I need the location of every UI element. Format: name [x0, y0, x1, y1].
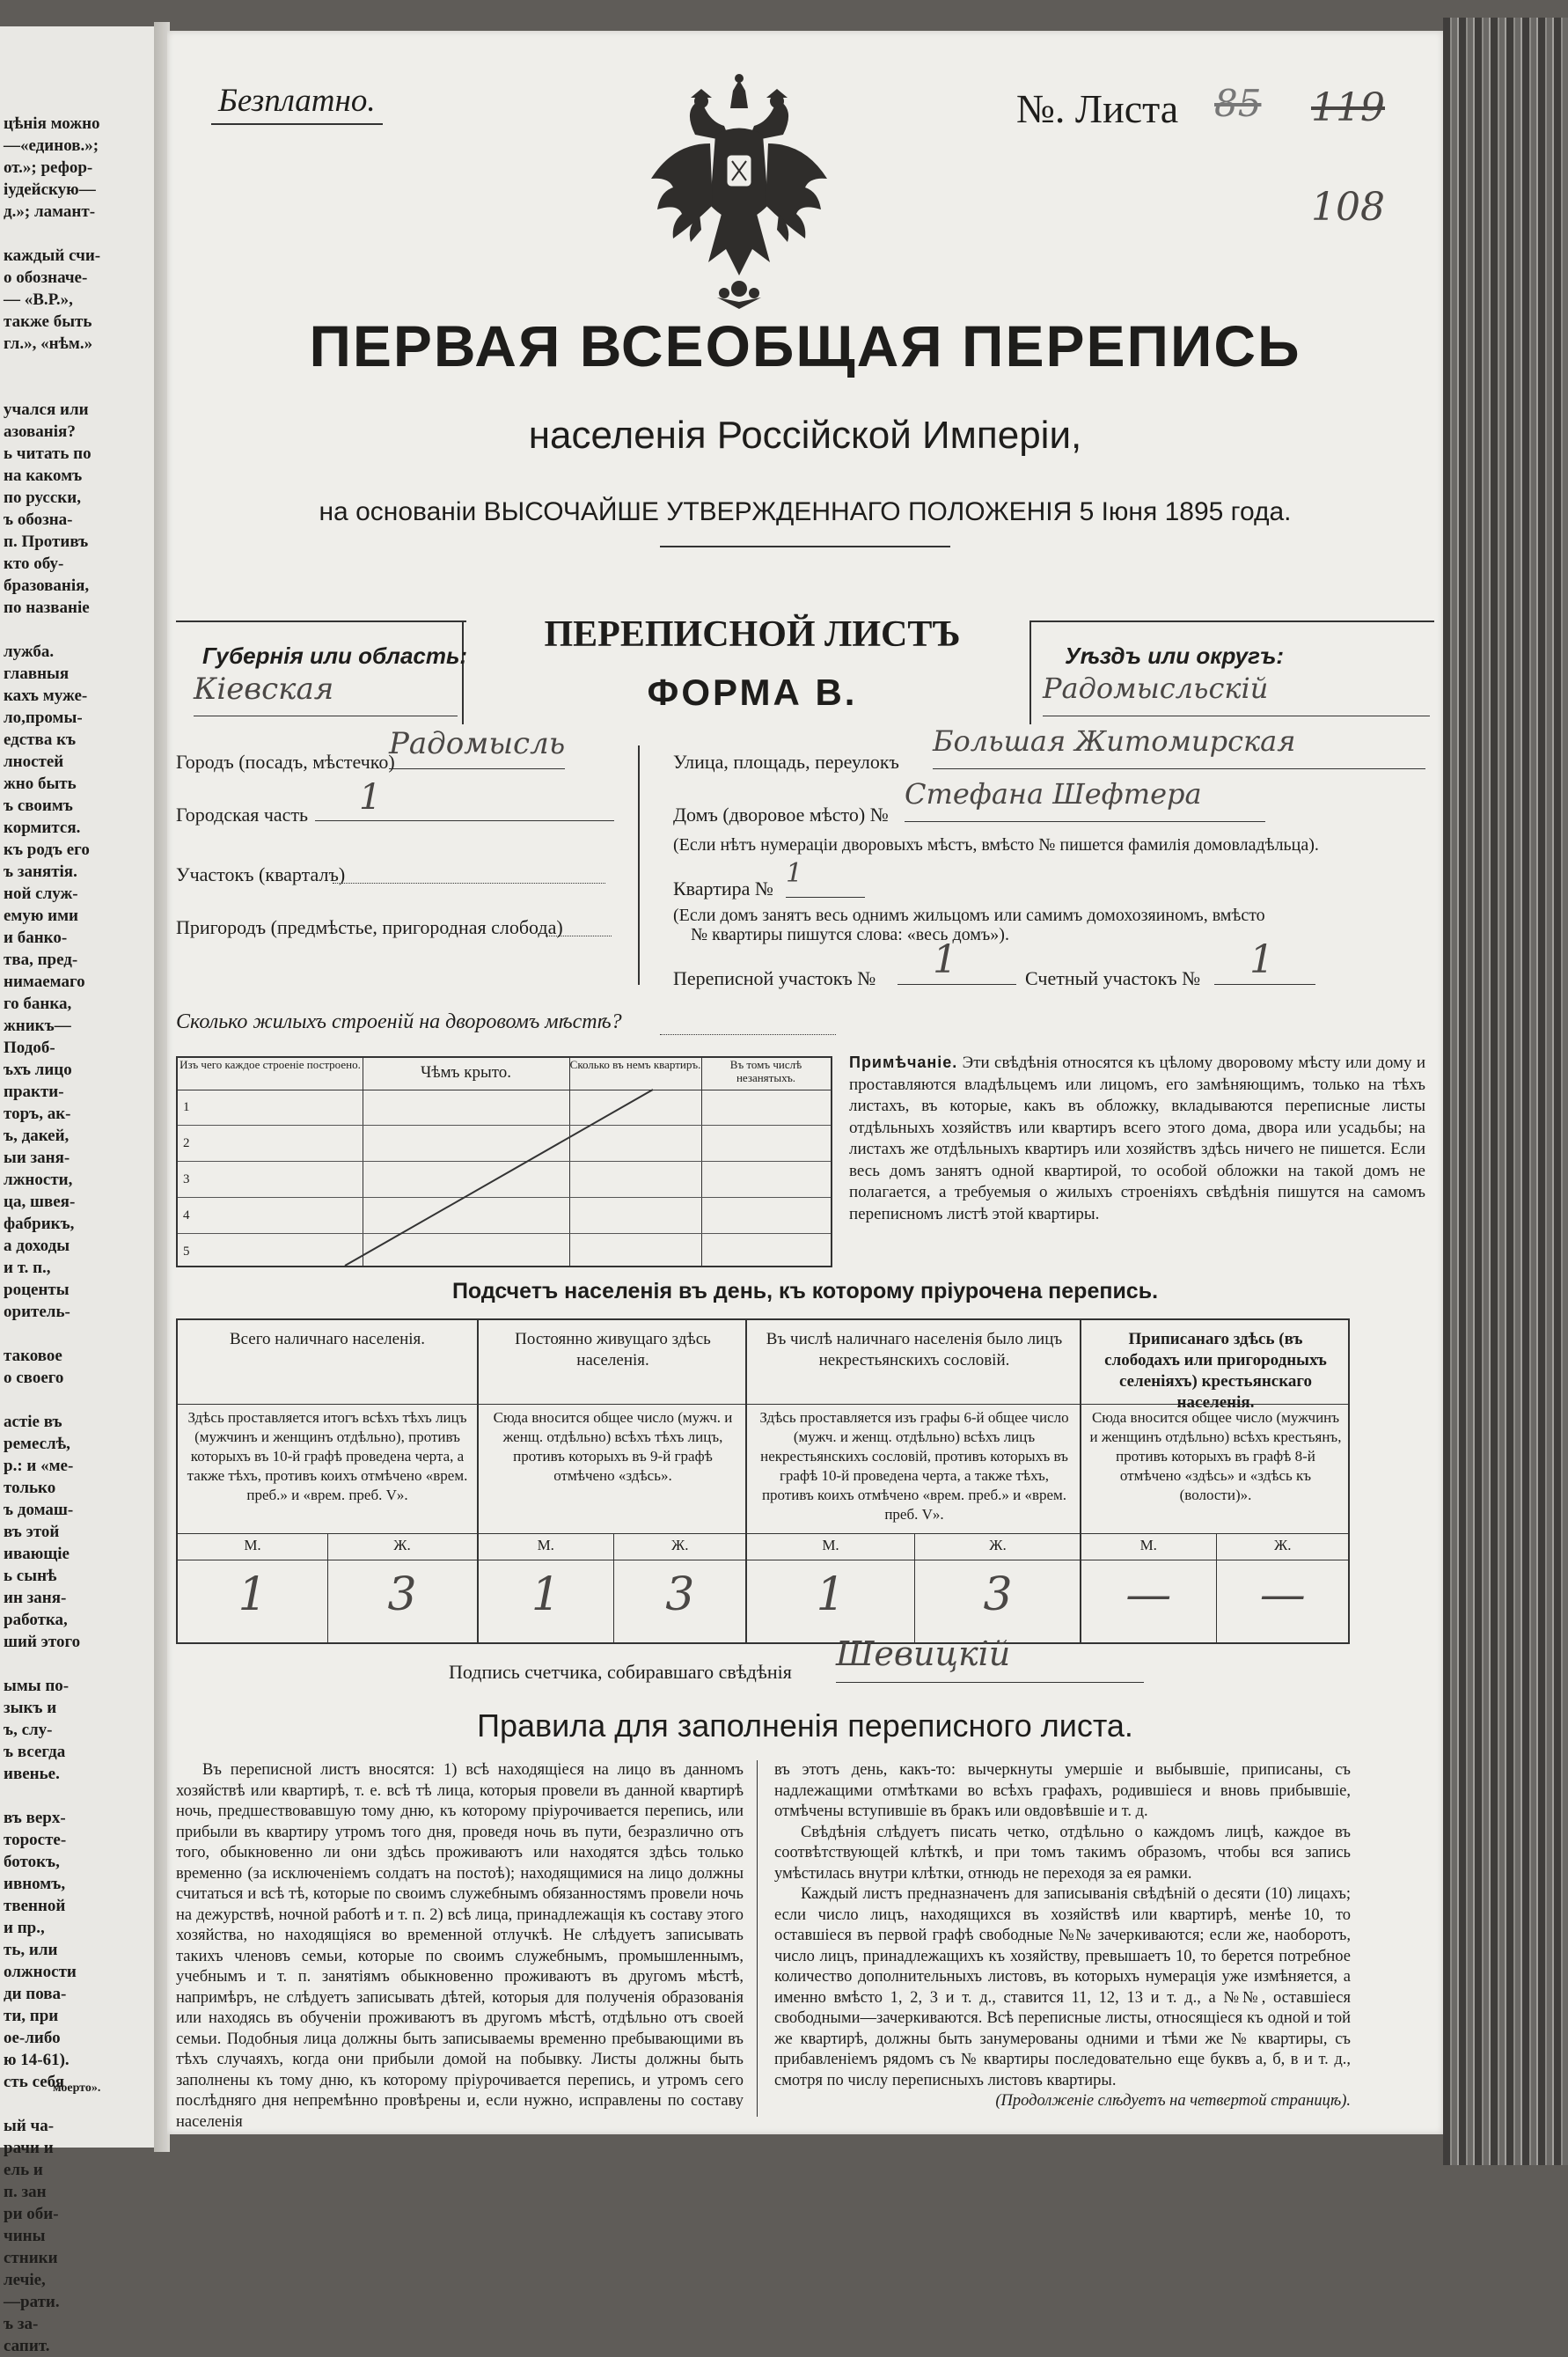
previous-page-line: д.»; ламант-: [4, 202, 96, 221]
count-m-label: М.: [537, 1537, 554, 1553]
suburb-label: Пригородъ (предмѣстье, пригородная слобода): [176, 916, 563, 938]
previous-page-line: сапит.: [4, 2337, 50, 2355]
previous-page-line: кто обу-: [4, 554, 64, 573]
house-value: Стефана Шефтера: [905, 777, 1265, 822]
note-block: [849, 1052, 1425, 1225]
previous-page-line: ремеслѣ,: [4, 1435, 70, 1453]
previous-page-line: ю 14-61).: [4, 2051, 70, 2069]
uezd-label: Уѣздъ или округъ:: [1065, 642, 1285, 669]
census-sheet: [167, 31, 1443, 2134]
previous-page-line: тва, пред-: [4, 951, 78, 969]
previous-page-fragment: [0, 26, 157, 2355]
previous-page-line: зыкъ и: [4, 1699, 57, 1717]
signature-label: Подпись счетчика, собиравшаго свѣдѣнія: [449, 1661, 792, 1683]
buildings-header-material: Изъ чего каждое строеніе построено.: [180, 1058, 361, 1071]
previous-page-line: ыи заня-: [4, 1149, 70, 1167]
city-label: Городъ (посадъ, мѣстечко): [176, 751, 395, 773]
buildings-strike-line: [178, 1058, 831, 1266]
rules-right-p1: въ этотъ день, какъ-то: вычеркнуты умершіе и выбывшіе, приписаны, съ надлежащими отмѣтками во всѣхъ графахъ, родившіеся и вновь прибывшіе, отмѣчены вступившіе въ бракъ или овдовѣвшіе и т. д.: [774, 1761, 1351, 1820]
previous-page-line: и т. п.,: [4, 1259, 51, 1277]
previous-page-line: оритель-: [4, 1303, 70, 1321]
previous-page-line: гл.», «нѣм.»: [4, 334, 93, 353]
count-column-head: Въ числѣ наличнаго населенія было лицъ некрестьянскихъ сословій.: [766, 1330, 1063, 1369]
form-type: ФОРМА В.: [647, 672, 858, 713]
gubernia-value: Кіевская: [194, 672, 458, 716]
count-table: [176, 1318, 1350, 1644]
previous-page-line: роценты: [4, 1281, 70, 1299]
previous-page-line: [4, 619, 100, 641]
previous-page-line: [4, 223, 100, 245]
previous-page-text: [4, 113, 100, 2357]
previous-page-line: ъ своимъ: [4, 797, 73, 815]
census-basis: на основаніи ВЫСОЧАЙШЕ УТВЕРЖДЕННАГО ПОЛОЖЕНІЯ 5 Іюня 1895 года.: [319, 497, 1292, 526]
page-edges: [1443, 18, 1568, 2165]
count-m-label: М.: [822, 1537, 839, 1553]
previous-page-line: жно быть: [4, 775, 77, 793]
buildings-question-line: [660, 1034, 836, 1035]
flat-note-2: № квартиры пишутся слова: «весь домъ»).: [691, 925, 1009, 944]
count-f-label: Ж.: [393, 1537, 411, 1553]
previous-page-line: ъ, дакей,: [4, 1127, 70, 1145]
previous-page-line: [4, 1785, 100, 1807]
count-female-value: 3: [387, 1568, 417, 1621]
previous-page-line: торосте-: [4, 1831, 67, 1849]
count-column-head: Постоянно живущаго здѣсь населенія.: [515, 1330, 711, 1369]
previous-page-line: п. зан: [4, 2183, 47, 2201]
count-column: [745, 1320, 1081, 1642]
previous-page-line: [4, 355, 100, 377]
block-value-line: [333, 883, 605, 884]
count-male-value: 1: [531, 1568, 561, 1621]
count-male-value: 1: [238, 1568, 267, 1621]
previous-page-line: каждый счи-: [4, 246, 101, 265]
previous-page-line: р.: и «ме-: [4, 1457, 74, 1475]
count-column-head: Всего наличнаго населенія.: [229, 1330, 426, 1348]
previous-page-line: ь сынѣ: [4, 1567, 57, 1585]
previous-page-line: ной служ-: [4, 885, 78, 903]
count-column-desc: Сюда вносится общее число (мужч. и женщ. отдѣльно) всѣхъ тѣхъ лицъ, противъ которыхъ въ 9-й графѣ отмѣчено «здѣсь».: [493, 1409, 733, 1484]
previous-page-line: —«единов.»;: [4, 136, 99, 155]
census-title: ПЕРВАЯ ВСЕОБЩАЯ ПЕРЕПИСЬ: [309, 313, 1301, 378]
previous-page-line: [4, 1389, 100, 1411]
previous-page-line: въ этой: [4, 1523, 60, 1541]
buildings-row-number: 5: [183, 1245, 190, 1259]
previous-page-line: [4, 377, 100, 399]
previous-page-line: [4, 1323, 100, 1345]
count-male-value: —: [1125, 1568, 1172, 1621]
previous-page-line: таковое: [4, 1347, 62, 1365]
buildings-question: Сколько жилыхъ строеній на дворовомъ мѣстѣ?: [176, 1010, 622, 1033]
flat-label: Квартира №: [673, 877, 773, 899]
previous-page-line: п. Противъ: [4, 532, 89, 551]
previous-page-line: ти, при: [4, 2007, 59, 2025]
previous-page-line: от.»; рефор-: [4, 158, 93, 177]
census-subtitle: населенія Россійской Имперіи,: [528, 414, 1082, 457]
previous-page-line: только: [4, 1479, 56, 1497]
previous-page-line: а доходы: [4, 1237, 70, 1255]
previous-page-line: о обозначе-: [4, 268, 88, 287]
count-column-head: Приписанаго здѣсь (въ слободахъ или пригородныхъ селеніяхъ) крестьянскаго населенія.: [1104, 1330, 1327, 1412]
previous-page-line: ть, или: [4, 1941, 58, 1959]
note-label: Примѣчаніе.: [849, 1054, 958, 1071]
previous-page-footer: моерто».: [53, 2082, 101, 2095]
buildings-row-number: 2: [183, 1136, 190, 1150]
previous-page-line: фабрикъ,: [4, 1215, 75, 1233]
previous-page-line: бразованія,: [4, 576, 90, 595]
previous-page-line: лужба.: [4, 642, 55, 661]
note-text: Эти свѣдѣнія относятся къ цѣлому дворовому мѣсту или дому и проставляются владѣльцемъ или лицомъ, его замѣняющимъ, только на тѣхъ листахъ, въ которые, какъ въ обложку, вкладываются переписные листы отдѣльныхъ хозяйствъ или квартиръ всего этого дома, двора или усадьбы; на листахъ же отдѣльныхъ квартиръ или хозяйствъ здѣсь ничего не пишется. Если весь домъ занятъ одной квартирой, то особой обложки на такой домъ не полагается, а требуемыя о жилыхъ строеніяхъ свѣдѣнія пишутся на самомъ переписномъ листѣ этой квартиры.: [849, 1054, 1426, 1223]
previous-page-line: лечіе,: [4, 2271, 46, 2289]
previous-page-line: учался или: [4, 400, 89, 419]
count-column-desc: Здѣсь проставляется изъ графы 6-й общее число (мужч. и женщ. отдѣльно) всѣхъ лицъ некрестьянскихъ сословій, противъ которыхъ въ графѣ 10-й проведена черта, а также тѣхъ, противъ коихъ отмѣчено «врем. преб.» и «врем. преб. V».: [759, 1409, 1069, 1523]
previous-page-line: ивномъ,: [4, 1875, 66, 1893]
previous-page-line: астіе въ: [4, 1413, 62, 1431]
previous-page-line: въ верх-: [4, 1809, 66, 1827]
buildings-header-vacant: Въ томъ числѣ незанятыхъ.: [729, 1058, 802, 1084]
count-column: [178, 1320, 477, 1642]
count-column-desc: Сюда вносится общее число (мужчинъ и женщинъ отдѣльно) всѣхъ крестьянъ, противъ которыхъ въ графѣ 8-й отмѣчено «здѣсь» и «здѣсь къ (волости)».: [1089, 1409, 1342, 1503]
count-f-label: Ж.: [989, 1537, 1007, 1553]
previous-page-line: едства къ: [4, 731, 77, 749]
census-section-value: 1: [898, 937, 1016, 985]
count-column: [1080, 1320, 1350, 1642]
previous-page-line: практи-: [4, 1083, 64, 1101]
sheet-number-handwritten-2: 108: [1311, 185, 1385, 230]
count-m-label: М.: [244, 1537, 261, 1553]
free-label: Безплатно.: [211, 82, 383, 125]
count-section-label: Счетный участокъ №: [1025, 967, 1201, 989]
previous-page-line: ри оби-: [4, 2205, 59, 2223]
rules-left-column: Въ переписной листъ вносятся: 1) всѣ находящіеся на лицо въ данномъ хозяйствѣ или квартирѣ, т. е. всѣ тѣ лица, которыя провели въ данной квартирѣ ночь, предшествовавшую тому дню, къ которому пріурочивается перепись, или прибыли въ квартиру утромъ того дня, проведя ночь въ пути, безразлично отъ того, обыкновенно ли они здѣсь проживаютъ или находятся здѣсь только временно (за исключеніемъ солдатъ на постоѣ); находящимися на лицо должны считаться и всѣ тѣ, которые по своимъ служебнымъ обязанностямъ провели ночь на дежурствѣ, ночной работѣ и т. п. 2) всѣ лица, принадлежащія къ составу этого хозяйства, но находящіяся во временной отлучкѣ. Не слѣдуетъ записывать такихъ членовъ семьи, которые по своимъ служебнымъ, промышленнымъ, учебнымъ и т. п. занятіямъ обыкновенно проживаютъ въ другомъ мѣстѣ, напримѣръ, не слѣдуетъ записывать дѣтей, которыя для полученія образованія или находясь въ обученіи проживаютъ въ другомъ мѣстѣ, отдѣльно отъ своей семьи. Подобныя лица должны быть записываемы временно пребывающими въ тѣхъ случаяхъ, когда они прибыли домой на побывку. Листы должны быть заполнены къ тому дню, къ которому пріурочивается перепись, и утромъ сего послѣдняго дня непремѣнно провѣрены и, если нужно, исправлены по составу населенія: [176, 1761, 744, 2131]
title-divider: [660, 546, 950, 547]
previous-page-line: —рати.: [4, 2293, 60, 2311]
block-label: Участокъ (кварталъ): [176, 863, 346, 885]
previous-page-line: торъ, ак-: [4, 1105, 71, 1123]
previous-page-line: ъ всегда: [4, 1743, 66, 1761]
buildings-row-number: 1: [183, 1100, 190, 1114]
previous-page-line: ивающіе: [4, 1545, 70, 1563]
previous-page-line: ъ, слу-: [4, 1721, 53, 1739]
count-male-value: 1: [816, 1568, 846, 1621]
count-f-label: Ж.: [671, 1537, 689, 1553]
previous-page-line: азованія?: [4, 422, 76, 441]
previous-page-line: жникъ—: [4, 1017, 71, 1035]
flat-value: 1: [786, 858, 865, 898]
previous-page-line: рачи и: [4, 2139, 54, 2157]
address-divider: [638, 745, 640, 985]
previous-page-line: го банка,: [4, 995, 72, 1013]
previous-page-line: на какомъ: [4, 466, 83, 485]
previous-page-line: ъ за-: [4, 2315, 39, 2333]
previous-page-line: ди пова-: [4, 1985, 67, 2003]
previous-page-line: емую ими: [4, 907, 78, 925]
count-column-desc: Здѣсь проставляется итогъ всѣхъ тѣхъ лицъ (мужчинъ и женщинъ отдѣльно), противъ которыхъ въ 10-й графѣ проведена черта, а также тѣхъ, противъ коихъ отмѣчено «врем. преб.» и «врем. преб. V».: [187, 1409, 468, 1503]
previous-page-line: іудейскую—: [4, 180, 96, 199]
previous-page-line: по названіе: [4, 598, 90, 617]
previous-page-line: ымы по-: [4, 1677, 70, 1695]
previous-page-line: Подоб-: [4, 1039, 55, 1057]
previous-page-line: лжности,: [4, 1171, 73, 1189]
rules-divider: [757, 1760, 758, 2117]
count-female-value: 3: [983, 1568, 1013, 1621]
previous-page-line: къ родъ его: [4, 841, 90, 859]
previous-page-line: олжности: [4, 1963, 77, 1981]
previous-page-line: кормится.: [4, 819, 81, 837]
form-header: [176, 594, 1434, 726]
count-f-label: Ж.: [1274, 1537, 1292, 1553]
rules-right-p2: Свѣдѣнія слѣдуетъ писать четко, отдѣльно о каждомъ лицѣ, каждое въ соотвѣтствующей клѣткѣ, и при томъ такимъ образомъ, чтобы вся запись умѣстилась внутри клѣтки, отнюдь не переходя за ея рамки.: [774, 1823, 1351, 1883]
previous-page-line: ший этого: [4, 1633, 81, 1651]
count-section-value: 1: [1214, 937, 1315, 985]
previous-page-line: твенной: [4, 1897, 66, 1915]
previous-page-line: ло,промы-: [4, 709, 83, 727]
sheet-number-struck: 85: [1214, 82, 1262, 125]
buildings-table: [176, 1056, 832, 1267]
previous-page-line: и банко-: [4, 929, 68, 947]
city-value: Радомысль: [389, 726, 565, 769]
imperial-eagle-emblem: [647, 73, 832, 311]
previous-page-line: ивенье.: [4, 1765, 60, 1783]
count-column: [477, 1320, 747, 1642]
rules-right-p3: Каждый листъ предназначенъ для записыванія свѣдѣній о десяти (10) лицахъ; если число лицъ, находящихся въ хозяйствѣ или квартирѣ, менѣе 10, то оставшіеся въ первой графѣ свободные №№ зачеркиваются; если же, наоборотъ, число лицъ, принадлежащихъ къ хозяйству, превышаетъ 10, то берется потребное количество дополнительныхъ листовъ, въ которыхъ нумерація уже измѣняется, а именно вмѣсто 1, 2, 3 и т. д., ставится 11, 12, 13 и т. д., а №№, оставшіеся свободными—зачеркиваются. Всѣ переписные листы, относящіеся къ одной и той же квартирѣ, должны быть занумерованы одними и тѣми же № квартиры, съ прибавленіемъ рядомъ съ № квартиры последовательно еще буквъ а, б, в и т. д., смотря по числу переписныхъ листовъ квартиры.: [774, 1885, 1351, 2089]
previous-page-line: нимаемаго: [4, 973, 85, 991]
previous-page-line: работка,: [4, 1611, 68, 1629]
census-section-label: Переписной участокъ №: [673, 967, 876, 989]
previous-page-line: ъ обозна-: [4, 510, 73, 529]
previous-page-line: также быть: [4, 312, 92, 331]
count-m-label: М.: [1139, 1537, 1157, 1553]
previous-page-line: [4, 1653, 100, 1675]
previous-page-line: цѣнія можно: [4, 114, 100, 133]
buildings-row-number: 4: [183, 1208, 190, 1223]
previous-page-line: ь читать по: [4, 444, 92, 463]
city-part-label: Городская часть: [176, 804, 309, 826]
gubernia-label: Губернія или область:: [202, 642, 468, 669]
previous-page-line: главныя: [4, 665, 70, 683]
rules-title: Правила для заполненія переписного листа.: [477, 1707, 1133, 1744]
uezd-value: Радомысльскій: [1043, 672, 1430, 716]
buildings-row-number: 3: [183, 1172, 190, 1186]
street-label: Улица, площадь, переулокъ: [673, 751, 899, 773]
rules-right-column: [774, 1760, 1351, 2112]
buildings-header-roof: Чѣмъ крыто.: [420, 1063, 512, 1082]
count-female-value: —: [1259, 1568, 1306, 1621]
count-title: Подсчетъ населенія въ день, къ которому пріурочена перепись.: [451, 1279, 1159, 1303]
previous-page-line: о своего: [4, 1369, 64, 1387]
buildings-header-flats: Сколько въ немъ квартиръ.: [569, 1058, 701, 1071]
house-label: Домъ (дворовое мѣсто) №: [673, 804, 889, 826]
previous-page-line: сть себя: [4, 2073, 64, 2091]
previous-page-line: ъ домаш-: [4, 1501, 74, 1519]
rules-continued: (Продолженіе слѣдуетъ на четвертой страницѣ).: [995, 2092, 1351, 2110]
previous-page-line: — «В.Р.»,: [4, 290, 73, 309]
previous-page-line: ель и: [4, 2161, 43, 2179]
flat-note-1: (Если домъ занятъ весь однимъ жильцомъ или самимъ домохозяиномъ, вмѣсто: [673, 906, 1265, 925]
sheet-number-handwritten: 119: [1311, 85, 1385, 130]
previous-page-line: стники: [4, 2249, 58, 2267]
previous-page-line: ботокъ,: [4, 1853, 60, 1871]
previous-page-line: ъ занятія.: [4, 863, 77, 881]
previous-page-line: чины: [4, 2227, 46, 2245]
signature-value: Шевицкій: [836, 1634, 1144, 1683]
previous-page-line: ин заня-: [4, 1589, 67, 1607]
street-value: Большая Житомирская: [933, 724, 1425, 769]
count-female-value: 3: [665, 1568, 695, 1621]
previous-page-line: по русски,: [4, 488, 81, 507]
previous-page-line: ъхъ лицо: [4, 1061, 72, 1079]
previous-page-line: ца, швея-: [4, 1193, 76, 1211]
sheet-number-label: №. Листа: [1016, 86, 1179, 131]
previous-page-line: лностей: [4, 753, 64, 771]
house-note: (Если нѣтъ нумераціи дворовыхъ мѣстъ, вмѣсто № пишется фамилія домовладѣльца).: [673, 835, 1319, 855]
city-part-value: 1: [315, 777, 614, 821]
previous-page-line: и пр.,: [4, 1919, 45, 1937]
previous-page-line: ое-либо: [4, 2029, 61, 2047]
form-name: ПЕРЕПИСНОЙ ЛИСТЪ: [544, 614, 961, 655]
previous-page-line: кахъ муже-: [4, 687, 88, 705]
previous-page-line: ый ча-: [4, 2117, 55, 2135]
